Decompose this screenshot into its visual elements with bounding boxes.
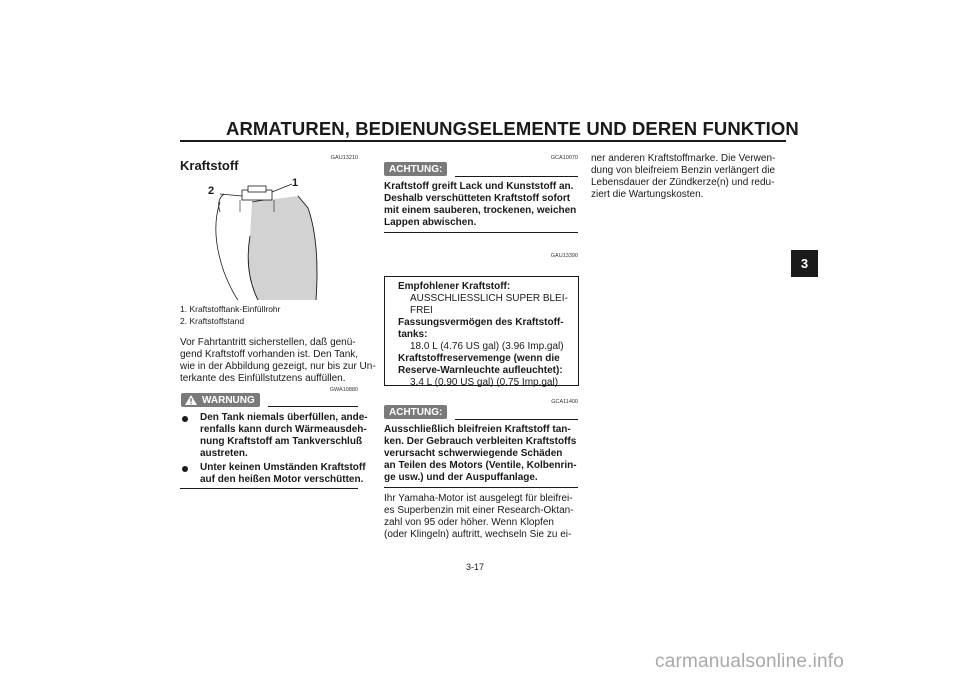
body-line: Lebensdauer der Zündkerze(n) und redu- [591,177,775,188]
caution-code: GCA11400 [551,399,578,405]
caution-line: ge usw.) und der Auspuffanlage. [384,472,538,483]
caution-line: an Teilen des Motors (Ventile, Kolbenrin- [384,460,577,471]
body-line: dung von bleifreiem Benzin verlängert die [591,165,775,176]
body-line: zahl von 95 oder höher. Wenn Klopfen [384,517,554,528]
caution-line: verursacht schwerwiegende Schäden [384,448,563,459]
caution-line: Kraftstoff greift Lack und Kunststoff an. [384,181,574,192]
caution-line: Ausschließlich bleifreien Kraftstoff tan- [384,424,571,435]
body-line: wie in der Abbildung gezeigt, nur bis zur Un- [180,361,376,372]
body-line: ziert die Wartungskosten. [591,189,704,200]
fuel-section-code: GAU13390 [550,253,578,259]
warning-badge [181,393,260,407]
fuel-spec-line: Empfohlener Kraftstoff: [398,281,511,292]
header-rule [180,140,786,142]
caution-line: Lappen abwischen. [384,217,477,228]
warning-code: GWA10880 [329,387,358,393]
fuel-spec-line: FREI [410,305,433,316]
fuel-spec-line: tanks: [398,329,428,340]
fuel-spec-line: Reserve-Warnleuchte aufleuchtet): [398,365,563,376]
caution-badge: ACHTUNG: [384,162,447,176]
callout-1: 1 [292,177,299,189]
body-line: gend Kraftstoff vorhanden ist. Den Tank, [180,349,359,360]
warning-rule [268,406,358,407]
warning-bullet-1: Den Tank niemals überfüllen, ande- renfalls kann durch Wärmeausdeh- nung Kraftstoff am Tankverschluß austreten. [200,412,368,459]
body-line: terkante des Einfüllstutzens auffüllen. [180,373,346,384]
fuel-tank-illustration [180,172,358,300]
body-line: Vor Fahrtantritt sicherstellen, daß genü- [180,337,356,348]
caution-badge: ACHTUNG: [384,405,447,419]
caution-line: ken. Der Gebrauch verbleiten Kraftstoffs [384,436,577,447]
fuel-spec-line: Fassungsvermögen des Kraftstoff- [398,317,564,328]
caution-line: Deshalb verschütteten Kraftstoff sofort [384,193,571,204]
warning-end-rule [180,488,358,489]
page-number: 3-17 [466,562,485,572]
chapter-tab: 3 [791,250,818,277]
fuel-spec-line: 18.0 L (4.76 US gal) (3.96 Imp.gal) [410,341,564,352]
body-line: es Superbenzin mit einer Research-Oktan- [384,505,574,516]
figure-caption-2: 2. Kraftstoffstand [180,316,245,326]
warning-bullet-2: Unter keinen Umständen Kraftstoff auf den heißen Motor verschütten. [200,462,366,485]
caution-end-rule [384,232,578,233]
body-line: Ihr Yamaha-Motor ist ausgelegt für bleifrei- [384,493,573,504]
warning-triangle-icon [184,394,198,406]
caution-rule [455,176,578,177]
body-line: ner anderen Kraftstoffmarke. Die Verwen- [591,153,776,164]
body-line: (oder Klingeln) auftritt, wechseln Sie zu ei- [384,529,572,540]
caution-line: mit einem sauberen, trockenen, weichen [384,205,577,216]
caution-end-rule [384,487,578,488]
callout-2: 2 [208,185,215,197]
fuel-spec-line: AUSSCHLIESSLICH SUPER BLEI- [410,293,568,304]
page-header-title: ARMATUREN, BEDIENUNGSELEMENTE UND DEREN FUNKTION [226,118,799,139]
section-code: GAU13210 [330,155,358,161]
fuel-spec-line: 3.4 L (0.90 US gal) (0.75 Imp.gal) [410,377,559,388]
figure-caption-1: 1. Kraftstofftank-Einfüllrohr [180,304,281,314]
bullet-icon [182,466,188,472]
caution-rule [455,419,578,420]
warning-label: WARNUNG [202,394,255,406]
watermark: carmanualsonline.info [655,651,845,672]
section-heading: Kraftstoff [180,158,239,173]
fuel-spec-line: Kraftstoffreservemenge (wenn die [398,353,560,364]
bullet-icon [182,416,188,422]
caution-code: GCA10070 [550,155,578,161]
